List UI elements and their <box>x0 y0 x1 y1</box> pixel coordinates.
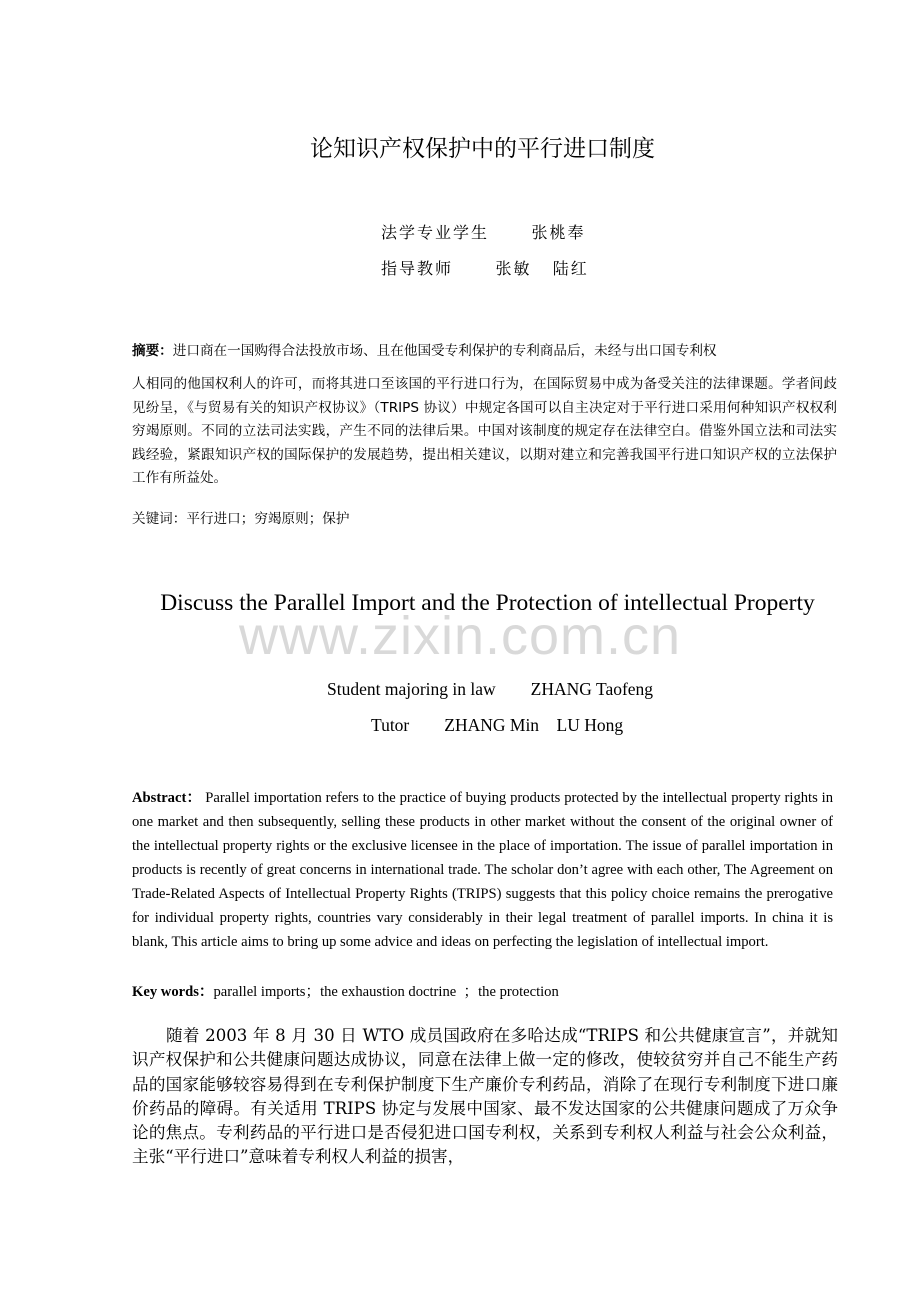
abstract-en-text: Parallel importation refers to the practice of buying products protected by the intellectual property rights in one market and then subsequently, selling these products in other market without the consent of the original owner of the intellectual property rights or the exclusive licensee in the place of importation. The issue of parallel importation in products is recently of great concerns in international trade. The scholar don’t agree with each other, The Agreement on Trade-Related Aspects of Intellectual Property Rights (TRIPS) suggests that this policy choice remains the prerogative for individual property rights, countries vary considerably in their legal treatment of parallel imports. In china it is blank, This article aims to bring up some advice and ideas on perfecting the legislation of intellectual import. <box>132 790 833 950</box>
advisor-line-en <box>371 715 623 736</box>
page-title-cn: 论知识产权保护中的平行进口制度 <box>310 136 655 162</box>
keywords-cn-text: 平行进口；穷竭原则；保护 <box>186 511 350 527</box>
abstract-cn-label: 摘要： <box>132 343 173 359</box>
advisor-names-en: ZHANG Min LU Hong <box>444 715 624 735</box>
author-name-cn: 张桃奉 <box>531 223 586 242</box>
body-paragraph-cn: 随着 2003 年 8 月 30 日 WTO 成员国政府在多哈达成“TRIPS 和公共健康宣言”，并就知识产权保护和公共健康问题达成协议，同意在法律上做一定的修改，使较贫穷并自己不能生产药品的国家能够较容易得到在专利保护制度下生产廉价专利药品，消除了在现行专利制度下进口廉价药品的障碍。有关适用 TRIPS 协定与发展中国家、最不发达国家的公共健康问题成了万众争论的焦点。专利药品的平行进口是否侵犯进口国专利权，关系到专利权人利益与社会公众利益，主张“平行进口”意味着专利权人利益的损害， <box>132 1026 838 1167</box>
keywords-en <box>132 980 559 1001</box>
abstract-en-label: Abstract： <box>132 790 202 806</box>
keywords-en-label: Key words： <box>132 984 214 1000</box>
author-name-en: ZHANG Taofeng <box>530 679 654 699</box>
abstract-cn-first-line: 进口商在一国购得合法投放市场、且在他国受专利保护的专利商品后，未经与出口国专利权 <box>172 343 717 359</box>
page-title-en: Discuss the Parallel Import and the Protection of intellectual Property <box>160 590 815 616</box>
keywords-en-text: parallel imports；the exhaustion doctrine ；the protection <box>213 984 559 1000</box>
watermark: www.zixin.com.cn <box>238 606 682 666</box>
abstract-en <box>132 786 833 954</box>
abstract-cn-first <box>132 340 837 364</box>
abstract-cn-body: 人相同的他国权利人的许可，而将其进口至该国的平行进口行为，在国际贸易中成为备受关注的法律课题。学者间歧见纷呈，《与贸易有关的知识产权协议》（TRIPS 协议）中规定各国可以自主决定对于平行进口采用何种知识产权权利穷竭原则。不同的立法司法实践，产生不同的法律后果。中国对该制度的规定存在法律空白。借鉴外国立法和司法实践经验，紧跟知识产权的国际保护的发展趋势，提出相关建议，以期对建立和完善我国平行进口知识产权的立法保护工作有所益处。 <box>132 376 837 486</box>
keywords-cn <box>132 508 837 532</box>
author-role-cn: 法学专业学生 <box>381 223 490 242</box>
advisor-role-en: Tutor <box>371 715 410 735</box>
author-line-cn <box>381 220 586 243</box>
keywords-cn-label: 关键词： <box>132 511 187 527</box>
advisor-names-cn: 张敏 陆红 <box>495 259 589 278</box>
advisor-line-cn <box>381 256 589 279</box>
author-role-en: Student majoring in law <box>327 679 496 699</box>
advisor-role-cn: 指导教师 <box>381 259 454 278</box>
author-line-en <box>327 679 653 700</box>
